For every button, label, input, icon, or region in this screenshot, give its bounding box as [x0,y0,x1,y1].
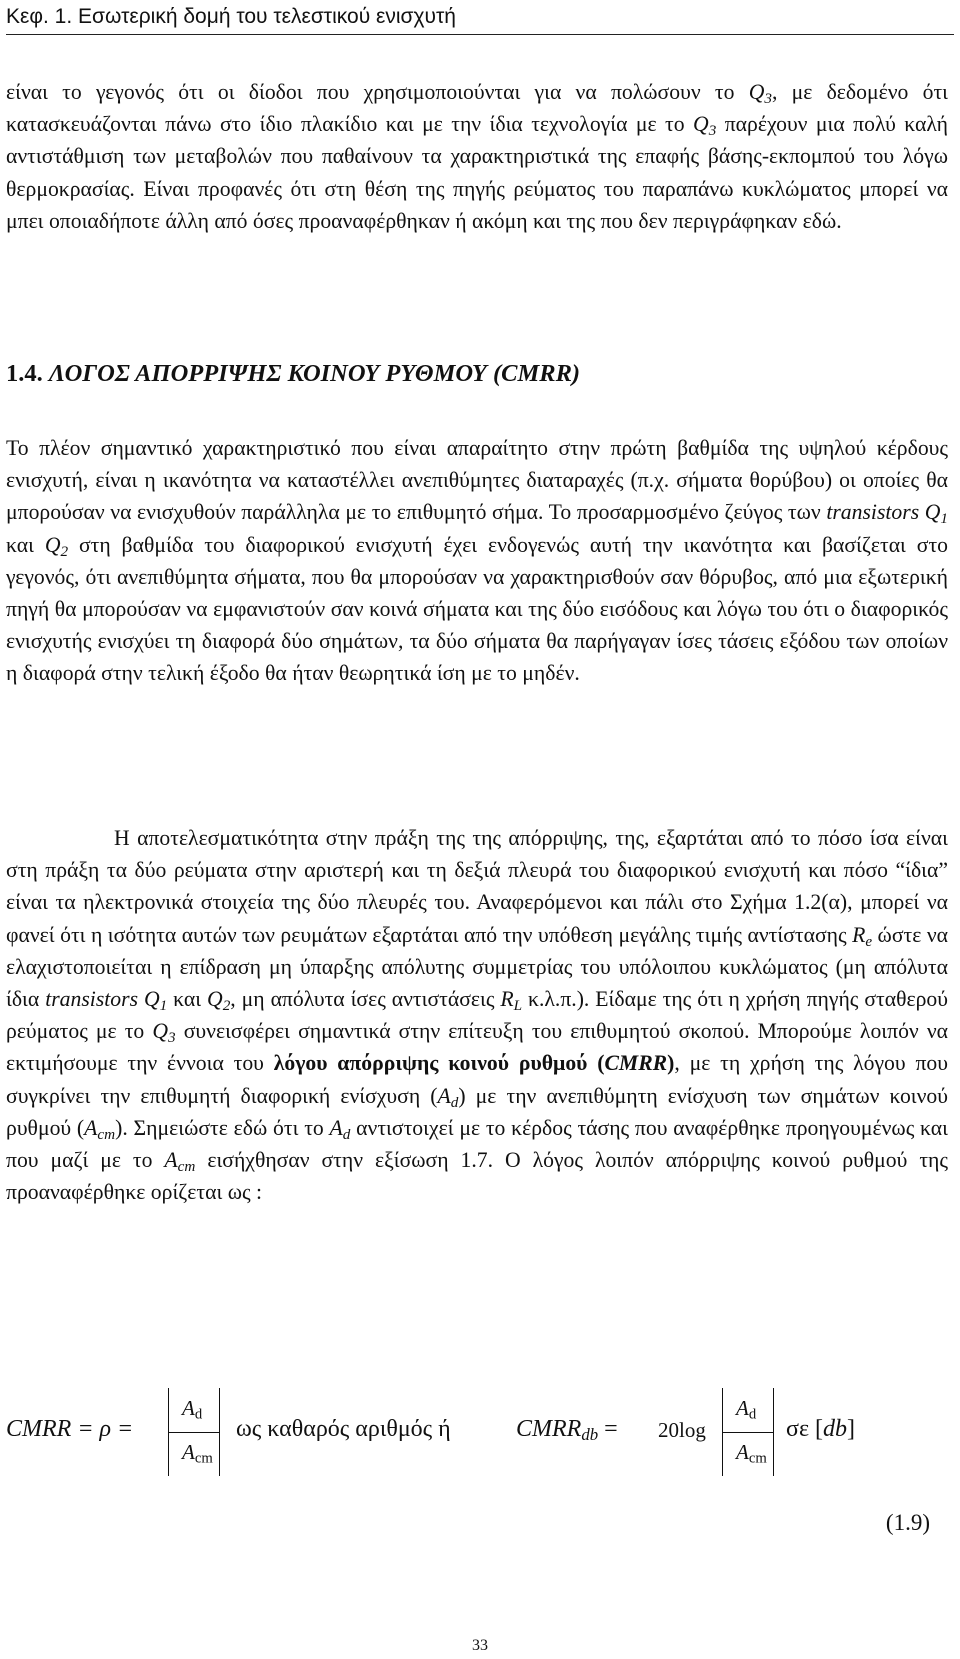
section-heading [6,357,580,391]
formula-unit: σε [db] [786,1416,856,1442]
running-header [6,2,954,35]
equation-number: (1.9) [885,1510,930,1535]
formula-lhs-db: $CMRR_{db}$ = [516,1416,618,1445]
formula-log: 20log [658,1418,706,1442]
abs-fraction: $A_d$ $A_{cm}$ [168,1388,220,1476]
section-number: 1.4. [6,360,43,387]
header-title: Κεφ. 1. Εσωτερική δομή του τελεστικού ενισχυτή [6,5,456,28]
formula-lhs: CMRR = ρ = [6,1416,134,1442]
paragraph-3: Η αποτελεσματικότητα στην πράξη της της απόρριψης, της, εξαρτάται από το πόσο ίσα είναι στη πράξη τα δύο ρεύματα στην αριστερή και τη δεξιά πλευρά του διαφορικού ενισχυτή και πόσο “ίδια” είναι τα ηλεκτρονικά στοιχεία της δύο πλευρές του. Αναφερόμενοι και πάλι στο Σχήμα 1.2(α), μπορεί να φανεί ότι η ισότητα αυτών των ρευμάτων εξαρτάται από την υπόθεση μεγάλης τιμής αντίστασης $R_e$ ώστε να ελαχιστοποιείται η επίδραση μη ύπαρξης απόλυτης συμμετρίας του υπόλοιπου κυκλώματος (μη απόλυτα ίδια transistors $Q_1$ και $Q_2$, μη απόλυτα ίσες αντιστάσεις $R_L$ κ.λ.π.). Είδαμε της ότι η χρήση πηγής σταθερού ρεύματος με το $Q_3$ συνεισφέρει σημαντικά στην επίτευξη του επιθυμητού σκοπού. Μπορούμε λοιπόν να εκτιμήσουμε την έννοια του λόγου απόρριψης κοινού ρυθμού (CMRR), με τη χρήση της λόγου που συγκρίνει την επιθυμητή διαφορική ενίσχυση $(A_d)$ με την ανεπιθύμητη ενίσχυση των σημάτων κοινού ρυθμού $(A_{cm})$. Σημειώστε εδώ ότι το $A_d$ αντιστοιχεί με το κέρδος τάσης που αναφέρθηκε προηγουμένως και που μαζί με το $A_{cm}$ εισήχθησαν στην εξίσωση 1.7. Ο λόγος λοιπόν απόρριψης κοινού ρυθμού της προαναφέρθηκε ορίζεται ως : [6,826,949,1205]
paragraph-1: είναι το γεγονός ότι οι δίοδοι που χρησιμοποιούνται για να πολώσουν το $Q_3$, με δεδομένο ότι κατασκευάζονται πάνω στο ίδιο πλακίδιο και με την ίδια τεχνολογία με το $Q_3$ παρέχουν μια πολύ καλή αντιστάθμιση των μεταβολών που παθαίνουν τα χαρακτηριστικά της επαφής βάσης-εκπομπού του λόγω θερμοκρασίας. Είναι προφανές ότι στη θέση της πηγής ρεύματος του παραπάνω κυκλώματος μπορεί να μπει οποιαδήποτε άλλη από όσες προαναφέρθηκαν ή ακόμη και της που δεν περιγράφηκαν εδώ. [6,80,949,233]
page-number: 33 [472,1637,488,1654]
paragraph-2: Το πλέον σημαντικό χαρακτηριστικό που είναι απαραίτητο στην πρώτη βαθμίδα της υψηλού κέρδους ενισχυτή, είναι η ικανότητα να καταστέλλει ανεπιθύμητες διαταραχές (π.χ. σήματα θορύβου) οι οποίες θα μπορούσαν να ενισχυθούν παράλληλα με το επιθυμητό σήμα. Το προσαρμοσμένο ζεύγος των transistors $Q_1$ και $Q_2$ στη βαθμίδα του διαφορικού ενισχυτή έχει ενδογενώς αυτή την ικανότητα και βασίζεται στο γεγονός, ότι ανεπιθύμητα σήματα, που θα μπορούσαν να χαρακτηρισθούν σαν θόρυβος, από μια εξωτερική πηγή θα μπορούσαν να εμφανιστούν σαν κοινά σήματα και της δύο εισόδους και λόγω του ότι ο διαφορικός ενισχυτής ενισχύει τη διαφορά δύο σημάτων, τα δύο σήματα θα παρήγαγαν ίσες τάσεις εξόδου των οποίων η διαφορά στην τελική έξοδο θα ήταν θεωρητικά ίση με το μηδέν. [6,436,949,686]
section-title: ΛΟΓΟΣ ΑΠΟΡΡΙΨΗΣ ΚΟΙΝΟΥ ΡΥΘΜΟΥ (CMRR) [48,360,581,387]
abs-fraction-db: $A_d$ $A_{cm}$ [722,1388,774,1476]
cmrr-equation [6,1388,948,1478]
formula-text: ως καθαρός αριθμός ή [236,1416,451,1442]
